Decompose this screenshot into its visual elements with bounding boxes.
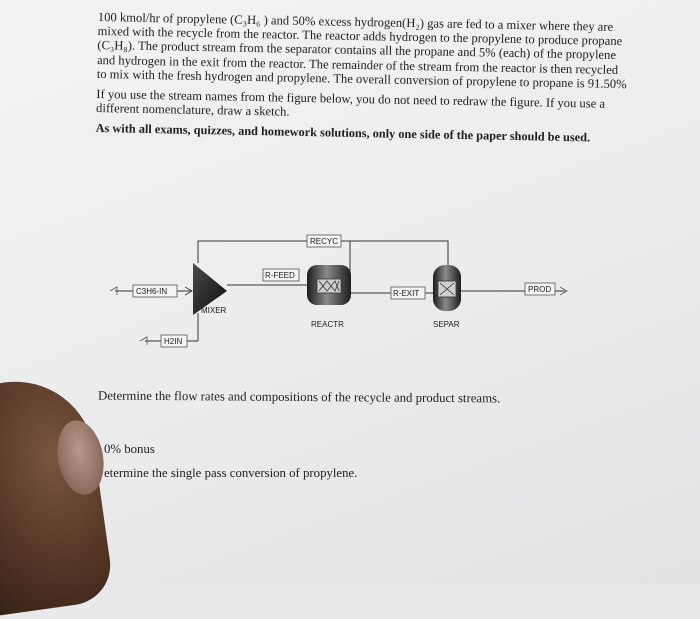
- recycle-stream-label: RECYC: [310, 237, 339, 246]
- problem-paragraph-nomenclature: If you use the stream names from the figure below, you do not need to redraw the figure. If you use a different nomenclature, draw a sketch.: [95, 87, 606, 119]
- reactor-feed-label: R-FEED: [265, 271, 295, 280]
- recycle-stream-line-right: [350, 241, 448, 265]
- process-flow-diagram: [95, 225, 595, 365]
- reactor-label: REACTR: [311, 320, 344, 329]
- task-bonus: 0% bonus: [104, 442, 155, 456]
- problem-statement: [95, 10, 627, 152]
- feed-hydrogen-label: H2IN: [164, 337, 183, 346]
- product-label: PROD: [528, 285, 552, 294]
- problem-paragraph-feed: 100 kmol/hr of propylene (C₃H₆ ) and 50% excess hydrogen(H₂) gas are fed to a mixer where they are mixed with the recycle from the reactor. The reactor adds hydrogen to the propylene to produce propane (C₃H₈). The product stream from the separator contains all the propane and 5% (each) of the propylene and hydrogen in the exit from the reactor. The remainder of the stream from the reactor is then recycled to mix with the fresh hydrogen and propylene. The overall conversion of propylene to propane is 91.50%: [96, 10, 627, 91]
- mixer-label: MIXER: [201, 306, 227, 315]
- feed-propylene-label: C3H6-IN: [136, 287, 168, 296]
- separator-label: SEPAR: [433, 320, 460, 329]
- reactor-exit-label: R-EXIT: [393, 289, 420, 298]
- task-single-pass: etermine the single pass conversion of propylene.: [104, 466, 358, 480]
- problem-paragraph-instructions: As with all exams, quizzes, and homework solutions, only one side of the paper should be used.: [95, 121, 591, 145]
- task-determine-flows: Determine the flow rates and compositions of the recycle and product streams.: [97, 388, 501, 406]
